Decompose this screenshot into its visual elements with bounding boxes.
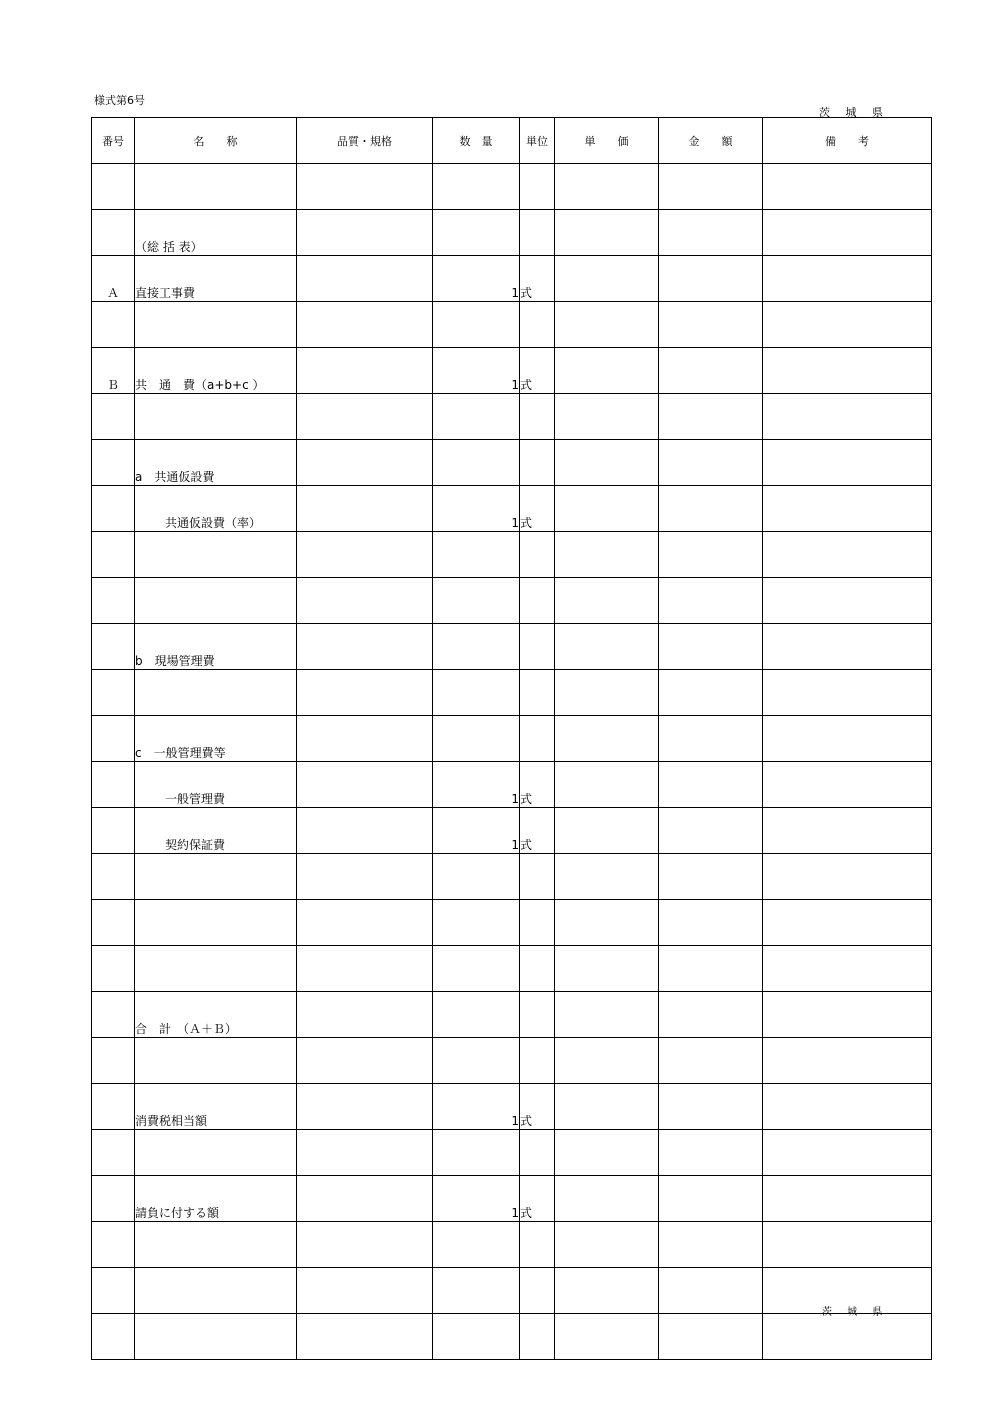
cell-unit: [520, 578, 555, 624]
cell-quantity-text: [433, 1358, 519, 1359]
table-row: [92, 1268, 932, 1314]
cell-amount: [659, 900, 763, 946]
cell-quantity: [433, 394, 520, 440]
cell-spec: [297, 1268, 433, 1314]
cell-name-text: 直接工事費: [135, 286, 196, 300]
cell-unit-price: [555, 486, 659, 532]
cell-unit-price: [555, 348, 659, 394]
cell-quantity-text: 1: [511, 838, 519, 852]
cell-quantity: [433, 440, 520, 486]
cell-unit: [520, 440, 555, 486]
cell-name-text: 契約保証費: [165, 838, 226, 852]
cell-name: [135, 1130, 297, 1176]
cell-quantity: [433, 578, 520, 624]
cell-spec: [297, 1038, 433, 1084]
cell-name: [135, 1038, 297, 1084]
cell-amount: [659, 1130, 763, 1176]
cell-spec: [297, 1314, 433, 1360]
cell-unit-text: 式: [520, 1114, 533, 1128]
cell-remarks: [763, 440, 932, 486]
cell-quantity: [433, 900, 520, 946]
cell-amount: [659, 854, 763, 900]
cell-number: [92, 1222, 135, 1268]
cell-amount: [659, 1268, 763, 1314]
table-row: [92, 1314, 932, 1360]
cell-quantity: [433, 946, 520, 992]
cell-number: [92, 992, 135, 1038]
cell-spec: [297, 164, 433, 210]
header-spec: 品質・規格: [297, 118, 433, 164]
cell-amount: [659, 1038, 763, 1084]
cell-number: [92, 532, 135, 578]
cell-name: [135, 302, 297, 348]
table-row: [92, 992, 932, 1038]
cell-unit: [520, 1268, 555, 1314]
table-row: [92, 302, 932, 348]
cell-remarks-text: [763, 1358, 931, 1359]
cell-spec: [297, 578, 433, 624]
cell-remarks: [763, 394, 932, 440]
cell-spec: [297, 486, 433, 532]
cell-unit-price: [555, 164, 659, 210]
cell-unit-price: [555, 1176, 659, 1222]
cell-number: [92, 164, 135, 210]
cell-name: [135, 946, 297, 992]
cell-unit: [520, 808, 555, 854]
cell-remarks: [763, 670, 932, 716]
cell-unit-price: [555, 1314, 659, 1360]
cell-name-text: a 共通仮設費: [135, 470, 215, 484]
cell-quantity: [433, 1268, 520, 1314]
cell-quantity: [433, 1314, 520, 1360]
cell-unit-text: 式: [520, 838, 533, 852]
cell-name-text: c 一般管理費等: [135, 746, 226, 760]
cell-remarks: [763, 1038, 932, 1084]
cell-name: [135, 1268, 297, 1314]
cell-name: [135, 1084, 297, 1130]
cell-spec: [297, 1084, 433, 1130]
cell-unit-price: [555, 1222, 659, 1268]
cell-spec: [297, 256, 433, 302]
cell-name: [135, 348, 297, 394]
cell-spec: [297, 532, 433, 578]
table-row: [92, 1176, 932, 1222]
table-row: [92, 578, 932, 624]
cell-name: [135, 992, 297, 1038]
cell-remarks: [763, 532, 932, 578]
cell-remarks: [763, 762, 932, 808]
cell-spec: [297, 1130, 433, 1176]
organization-name: 茨 城 県: [819, 106, 889, 119]
cell-amount: [659, 256, 763, 302]
cell-name: [135, 256, 297, 302]
cell-quantity: [433, 1176, 520, 1222]
cell-amount: [659, 1084, 763, 1130]
cell-number: [92, 1130, 135, 1176]
cell-unit-price: [555, 716, 659, 762]
table-row: [92, 210, 932, 256]
cell-name-text: 一般管理費: [165, 792, 226, 806]
cell-unit: [520, 1314, 555, 1360]
table-row: [92, 762, 932, 808]
cell-amount-text: [659, 1358, 762, 1359]
table-row: [92, 670, 932, 716]
cell-quantity: [433, 1038, 520, 1084]
cell-number: [92, 1176, 135, 1222]
table-row: [92, 440, 932, 486]
cell-unit-price: [555, 1130, 659, 1176]
cell-unit: [520, 486, 555, 532]
cell-spec: [297, 210, 433, 256]
cell-quantity-text: 1: [511, 792, 519, 806]
cell-quantity-text: 1: [511, 1206, 519, 1220]
cell-quantity: [433, 624, 520, 670]
cell-unit-price: [555, 578, 659, 624]
cell-number: [92, 348, 135, 394]
cell-number: [92, 716, 135, 762]
cell-amount: [659, 440, 763, 486]
cell-name: [135, 1222, 297, 1268]
cell-amount: [659, 486, 763, 532]
cell-amount: [659, 210, 763, 256]
table-row: [92, 348, 932, 394]
cell-unit: [520, 1130, 555, 1176]
cell-quantity: [433, 348, 520, 394]
cell-number: [92, 808, 135, 854]
cell-amount: [659, 624, 763, 670]
cell-name: [135, 900, 297, 946]
cell-amount: [659, 670, 763, 716]
table-header-row: [92, 118, 932, 164]
cell-unit-price: [555, 1268, 659, 1314]
cell-name-text: （総 括 表）: [135, 240, 203, 254]
cell-unit: [520, 394, 555, 440]
cell-name: [135, 1314, 297, 1360]
cell-quantity: [433, 670, 520, 716]
cell-unit-text: [520, 1358, 554, 1359]
cell-number: [92, 900, 135, 946]
cell-name-text: [135, 1358, 296, 1359]
cell-amount: [659, 164, 763, 210]
cell-unit-price: [555, 624, 659, 670]
cell-unit: [520, 716, 555, 762]
cell-name: [135, 578, 297, 624]
cell-unit: [520, 256, 555, 302]
cell-number: [92, 440, 135, 486]
cell-amount: [659, 1222, 763, 1268]
cell-unit-text: 式: [520, 286, 533, 300]
cell-name: [135, 210, 297, 256]
header-name: 名 称: [135, 118, 297, 164]
cell-name-text: 共 通 費（a+b+c ）: [135, 378, 265, 392]
cell-unit: [520, 854, 555, 900]
table-row: [92, 716, 932, 762]
cell-number-text: Ａ: [106, 286, 119, 300]
cell-quantity: [433, 716, 520, 762]
cost-summary-table: [91, 117, 932, 1360]
cell-spec: [297, 624, 433, 670]
cell-unit-price: [555, 670, 659, 716]
table-row: [92, 1222, 932, 1268]
table-body: [92, 164, 932, 1360]
cell-remarks: [763, 716, 932, 762]
table-row: [92, 394, 932, 440]
cell-name: [135, 716, 297, 762]
cell-spec-text: [297, 1358, 432, 1359]
cell-quantity-text: 1: [511, 378, 519, 392]
cell-quantity: [433, 164, 520, 210]
cell-number: [92, 946, 135, 992]
cell-name: [135, 1176, 297, 1222]
cell-unit: [520, 762, 555, 808]
cell-unit-price-text: [555, 1358, 658, 1359]
cell-name: [135, 808, 297, 854]
cell-unit-text: 式: [520, 792, 533, 806]
cell-quantity: [433, 1222, 520, 1268]
cell-remarks: [763, 1314, 932, 1360]
header-quantity: 数 量: [433, 118, 520, 164]
header-unit: 単位: [520, 118, 555, 164]
cell-amount: [659, 992, 763, 1038]
cell-remarks: [763, 164, 932, 210]
cell-remarks: [763, 1176, 932, 1222]
cell-quantity: [433, 532, 520, 578]
cell-quantity: [433, 1130, 520, 1176]
cell-amount: [659, 716, 763, 762]
cell-spec: [297, 440, 433, 486]
cell-name: [135, 854, 297, 900]
header-remarks: 備 考: [763, 118, 932, 164]
cell-unit-price: [555, 256, 659, 302]
cell-spec: [297, 348, 433, 394]
cell-unit-price: [555, 946, 659, 992]
table-row: [92, 854, 932, 900]
cell-amount: [659, 532, 763, 578]
cell-remarks: [763, 992, 932, 1038]
cell-unit: [520, 624, 555, 670]
cell-spec: [297, 1222, 433, 1268]
header-amount: 金 額: [659, 118, 763, 164]
cell-remarks: [763, 854, 932, 900]
cell-name: [135, 394, 297, 440]
cell-name: [135, 670, 297, 716]
cell-unit-text: 式: [520, 378, 533, 392]
cell-number: [92, 1084, 135, 1130]
header-unit-price: 単 価: [555, 118, 659, 164]
cell-remarks: [763, 900, 932, 946]
cell-quantity: [433, 762, 520, 808]
cell-spec: [297, 992, 433, 1038]
cell-number: [92, 1268, 135, 1314]
cell-spec: [297, 394, 433, 440]
cell-spec: [297, 302, 433, 348]
cell-number: [92, 670, 135, 716]
cell-unit-text: 式: [520, 1206, 533, 1220]
cell-unit: [520, 532, 555, 578]
table-row: [92, 1038, 932, 1084]
cell-spec: [297, 854, 433, 900]
cell-number-text: Ｂ: [106, 378, 119, 392]
cell-number: [92, 624, 135, 670]
cell-unit: [520, 1222, 555, 1268]
cell-amount: [659, 578, 763, 624]
cell-number: [92, 394, 135, 440]
cell-unit: [520, 164, 555, 210]
cell-name-text: b 現場管理費: [135, 654, 215, 668]
cell-unit-price: [555, 210, 659, 256]
cell-number: [92, 486, 135, 532]
cell-name-text: 消費税相当額: [135, 1114, 208, 1128]
cell-unit-price: [555, 1084, 659, 1130]
cell-unit-price: [555, 808, 659, 854]
cell-quantity-text: 1: [511, 516, 519, 530]
cell-unit: [520, 900, 555, 946]
cell-quantity: [433, 486, 520, 532]
table-row: [92, 486, 932, 532]
form-number-label: 様式第6号: [94, 94, 145, 107]
cell-spec: [297, 762, 433, 808]
cell-quantity: [433, 256, 520, 302]
cell-remarks: [763, 486, 932, 532]
cell-unit: [520, 1176, 555, 1222]
table-row: [92, 164, 932, 210]
cell-remarks: [763, 210, 932, 256]
cell-name: [135, 762, 297, 808]
cell-quantity: [433, 1084, 520, 1130]
cell-spec: [297, 1176, 433, 1222]
cell-amount: [659, 946, 763, 992]
cell-quantity-text: 1: [511, 1114, 519, 1128]
footer-organization-name: 茨 城 県: [822, 1307, 889, 1318]
cell-name: [135, 532, 297, 578]
cell-spec: [297, 808, 433, 854]
cell-amount: [659, 394, 763, 440]
cell-amount: [659, 348, 763, 394]
cell-name-text: 共通仮設費（率）: [165, 516, 262, 530]
cell-unit-price: [555, 1038, 659, 1084]
cell-remarks: [763, 1084, 932, 1130]
cell-number: [92, 1038, 135, 1084]
cell-remarks: [763, 1130, 932, 1176]
cell-remarks: [763, 348, 932, 394]
cell-name: [135, 486, 297, 532]
table-row: [92, 808, 932, 854]
cell-amount: [659, 762, 763, 808]
cell-remarks: [763, 578, 932, 624]
cell-spec: [297, 900, 433, 946]
cell-amount: [659, 1176, 763, 1222]
cell-unit-price: [555, 394, 659, 440]
cell-name: [135, 624, 297, 670]
cell-unit-price: [555, 762, 659, 808]
cell-unit-price: [555, 854, 659, 900]
table-row: [92, 256, 932, 302]
cell-spec: [297, 670, 433, 716]
cell-unit-price: [555, 302, 659, 348]
cell-quantity: [433, 808, 520, 854]
cell-name-text: 請負に付する額: [135, 1206, 220, 1220]
cell-remarks: [763, 256, 932, 302]
cell-quantity-text: 1: [511, 286, 519, 300]
cell-remarks: [763, 1222, 932, 1268]
cell-unit-price: [555, 900, 659, 946]
table-row: [92, 532, 932, 578]
cell-unit: [520, 348, 555, 394]
cell-unit-price: [555, 440, 659, 486]
cell-remarks: [763, 946, 932, 992]
table-row: [92, 900, 932, 946]
cell-amount: [659, 808, 763, 854]
cell-unit: [520, 302, 555, 348]
cell-spec: [297, 946, 433, 992]
table-row: [92, 1084, 932, 1130]
cell-unit: [520, 992, 555, 1038]
cell-spec: [297, 716, 433, 762]
cell-number: [92, 854, 135, 900]
table-row: [92, 946, 932, 992]
cell-unit: [520, 670, 555, 716]
cell-unit-text: 式: [520, 516, 533, 530]
table-row: [92, 624, 932, 670]
cell-number: [92, 256, 135, 302]
cell-number: [92, 762, 135, 808]
cell-number: [92, 578, 135, 624]
cell-remarks: [763, 808, 932, 854]
cell-unit-price: [555, 992, 659, 1038]
cell-name: [135, 164, 297, 210]
cell-number: [92, 1314, 135, 1360]
table-row: [92, 1130, 932, 1176]
cell-name-text: 合 計 （Ａ＋Ｂ）: [135, 1022, 238, 1036]
cell-number-text: [92, 1358, 134, 1359]
cell-remarks: [763, 624, 932, 670]
cell-quantity: [433, 854, 520, 900]
cell-quantity: [433, 302, 520, 348]
cell-number: [92, 210, 135, 256]
cell-name: [135, 440, 297, 486]
cell-quantity: [433, 210, 520, 256]
cell-quantity: [433, 992, 520, 1038]
header-number: 番号: [92, 118, 135, 164]
cell-unit: [520, 1084, 555, 1130]
cell-amount: [659, 302, 763, 348]
cell-amount: [659, 1314, 763, 1360]
cell-unit: [520, 946, 555, 992]
cell-unit-price: [555, 532, 659, 578]
cell-unit: [520, 210, 555, 256]
cell-remarks: [763, 302, 932, 348]
cell-number: [92, 302, 135, 348]
cell-unit: [520, 1038, 555, 1084]
